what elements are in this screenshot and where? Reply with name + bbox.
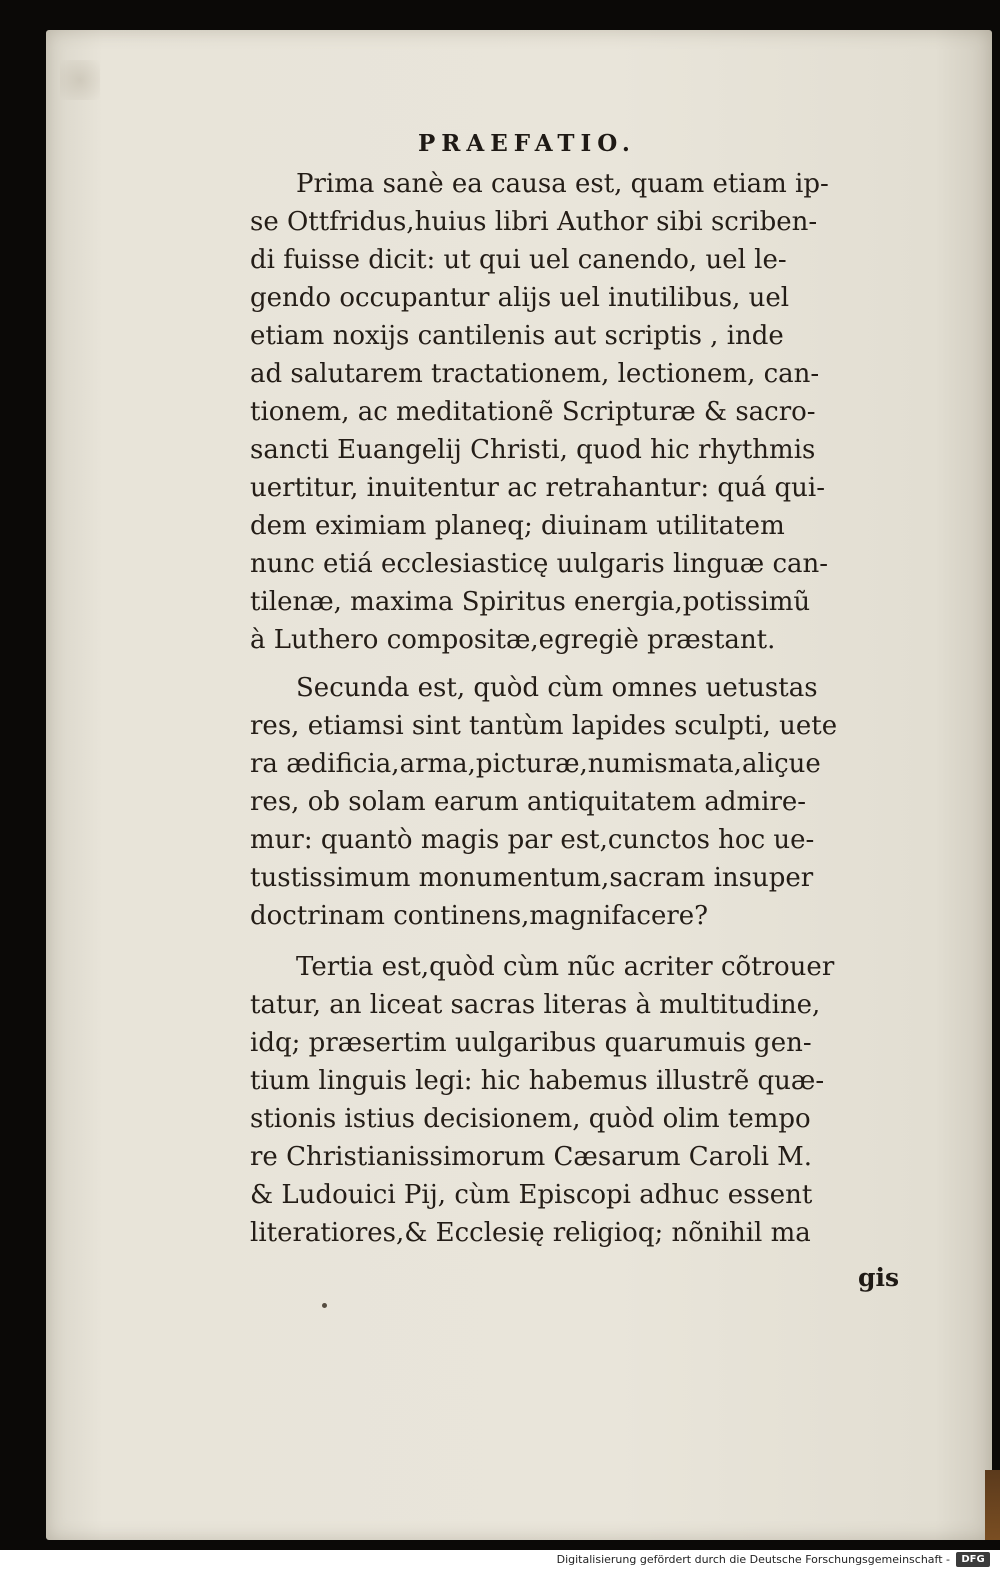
text-line: tilenæ, maxima Spiritus energia,potissimũ — [250, 587, 811, 617]
ink-speck — [322, 1303, 327, 1308]
catchword: gis — [858, 1263, 900, 1292]
text-line: Prima sanè ea causa est, quam etiam ip- — [296, 169, 829, 199]
binding-edge — [985, 1470, 1000, 1540]
text-line: literatiores,& Ecclesię religioq; nõnihil ma — [250, 1218, 811, 1248]
text-line: ra ædificia,arma,picturæ,numismata,aliçue — [250, 749, 821, 779]
paragraph-2 — [250, 669, 930, 935]
dfg-logo-icon: DFG — [956, 1552, 990, 1567]
text-line: stionis istius decisionem, quòd olim tempo — [250, 1104, 811, 1134]
running-head: PRAEFATIO. — [418, 130, 636, 157]
text-line: sancti Euangelij Christi, quod hic rhythmis — [250, 435, 816, 465]
text-line: tium linguis legi: hic habemus illustrẽ quæ- — [250, 1066, 825, 1096]
text-line: se Ottfridus,huius libri Author sibi scriben- — [250, 207, 818, 237]
footer-credit: Digitalisierung gefördert durch die Deutsche Forschungsgemeinschaft - — [556, 1553, 950, 1566]
text-line: dem eximiam planeq; diuinam utilitatem — [250, 511, 785, 541]
text-line: mur: quantò magis par est,cunctos hoc ue- — [250, 825, 815, 855]
text-line: nunc etiá ecclesiasticę uulgaris linguæ can- — [250, 549, 829, 579]
text-line: res, ob solam earum antiquitatem admire- — [250, 787, 807, 817]
text-line: tatur, an liceat sacras literas à multitudine, — [250, 990, 821, 1020]
text-line: & Ludouici Pij, cùm Episcopi adhuc essent — [250, 1180, 813, 1210]
text-line: res, etiamsi sint tantùm lapides sculpti, uete — [250, 711, 838, 741]
text-line: doctrinam continens,magnifacere? — [250, 901, 709, 931]
text-line: Tertia est,quòd cùm nũc acriter cõtrouer — [296, 952, 835, 982]
text-line: tustissimum monumentum,sacram insuper — [250, 863, 814, 893]
text-line: re Christianissimorum Cæsarum Caroli M. — [250, 1142, 813, 1172]
text-line: Secunda est, quòd cùm omnes uetustas — [296, 673, 818, 703]
text-line: à Luthero compositæ,egregiè præstant. — [250, 625, 776, 655]
text-line: gendo occupantur alijs uel inutilibus, uel — [250, 283, 790, 313]
text-line: ad salutarem tractationem, lectionem, can- — [250, 359, 820, 389]
page-stain — [60, 60, 100, 100]
paragraph-1 — [250, 165, 930, 659]
text-line: tionem, ac meditationẽ Scripturæ & sacro- — [250, 397, 816, 427]
text-line: di fuisse dicit: ut qui uel canendo, uel le- — [250, 245, 787, 275]
paragraph-3 — [250, 948, 930, 1252]
text-line: uertitur, inuitentur ac retrahantur: quá qui- — [250, 473, 826, 503]
text-line: etiam noxijs cantilenis aut scriptis , inde — [250, 321, 784, 351]
text-line: idq; præsertim uulgaribus quarumuis gen- — [250, 1028, 812, 1058]
